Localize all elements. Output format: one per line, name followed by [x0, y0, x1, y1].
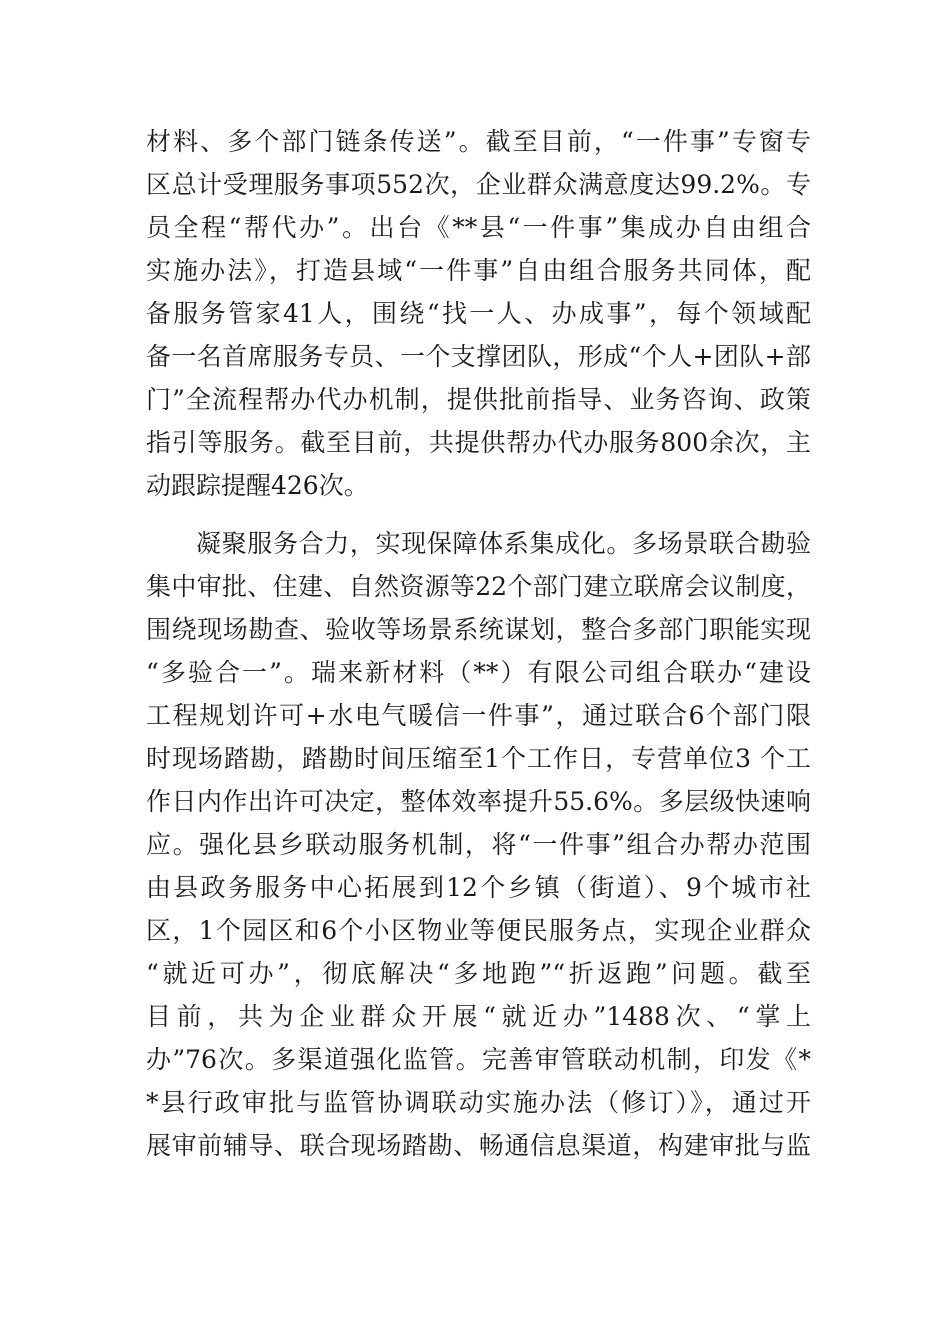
paragraph-heading-line: 凝聚服务合力，实现保障体系集成化。多场景联合勘验 [196, 529, 811, 558]
text-line-4: 实施办法》，打造县域“一件事”自由组合服务共同体，配 [146, 256, 811, 285]
text-line-18: 由县政务服务中心拓展到12个乡镇（街道）、9个城市社 [146, 873, 811, 902]
text-line-24: 展审前辅导、联合现场踏勘、畅通信息渠道，构建审批与监 [146, 1131, 811, 1160]
text-line-23: *县行政审批与监管协调联动实施办法（修订）》，通过开 [146, 1088, 811, 1117]
text-line-1: 材料、多个部门链条传送”。截至目前，“一件事”专窗专 [146, 127, 811, 156]
text-line-21: 目前，共为企业群众开展“就近办”1488次、“掌上 [146, 1002, 811, 1031]
text-line-12: 围绕现场勘查、验收等场景系统谋划，整合多部门职能实现 [146, 615, 811, 644]
text-line-9: 动跟踪提醒426次。 [146, 471, 369, 500]
text-line-19: 区，1个园区和6个小区物业等便民服务点，实现企业群众 [146, 916, 811, 945]
text-line-14: 工程规划许可+水电气暖信一件事”，通过联合6个部门限 [146, 701, 811, 730]
text-line-3: 员全程“帮代办”。出台《**县“一件事”集成办自由组合 [146, 213, 811, 242]
text-line-5: 备服务管家41人，围绕“找一人、办成事”，每个领域配 [146, 299, 811, 328]
text-line-22: 办”76次。多渠道强化监管。完善审管联动机制，印发《* [146, 1045, 811, 1074]
text-line-15: 时现场踏勘，踏勘时间压缩至1个工作日，专营单位3 个工 [146, 744, 811, 773]
text-line-8: 指引等服务。截至目前，共提供帮办代办服务800余次，主 [146, 428, 811, 457]
text-line-13: “多验合一”。瑞来新材料（**）有限公司组合联办“建设 [146, 658, 811, 687]
text-line-11: 集中审批、住建、自然资源等22个部门建立联席会议制度， [146, 572, 811, 601]
text-line-17: 应。强化县乡联动服务机制，将“一件事”组合办帮办范围 [146, 830, 811, 859]
text-line-16: 作日内作出许可决定，整体效率提升55.6%。多层级快速响 [146, 787, 811, 816]
text-line-6: 备一名首席服务专员、一个支撑团队，形成“个人+团队+部 [146, 342, 811, 371]
text-line-20: “就近可办”，彻底解决“多地跑”“折返跑”问题。截至 [146, 959, 811, 988]
text-line-2: 区总计受理服务事项552次，企业群众满意度达99.2%。专 [146, 170, 811, 199]
text-line-7: 门”全流程帮办代办机制，提供批前指导、业务咨询、政策 [146, 385, 811, 414]
